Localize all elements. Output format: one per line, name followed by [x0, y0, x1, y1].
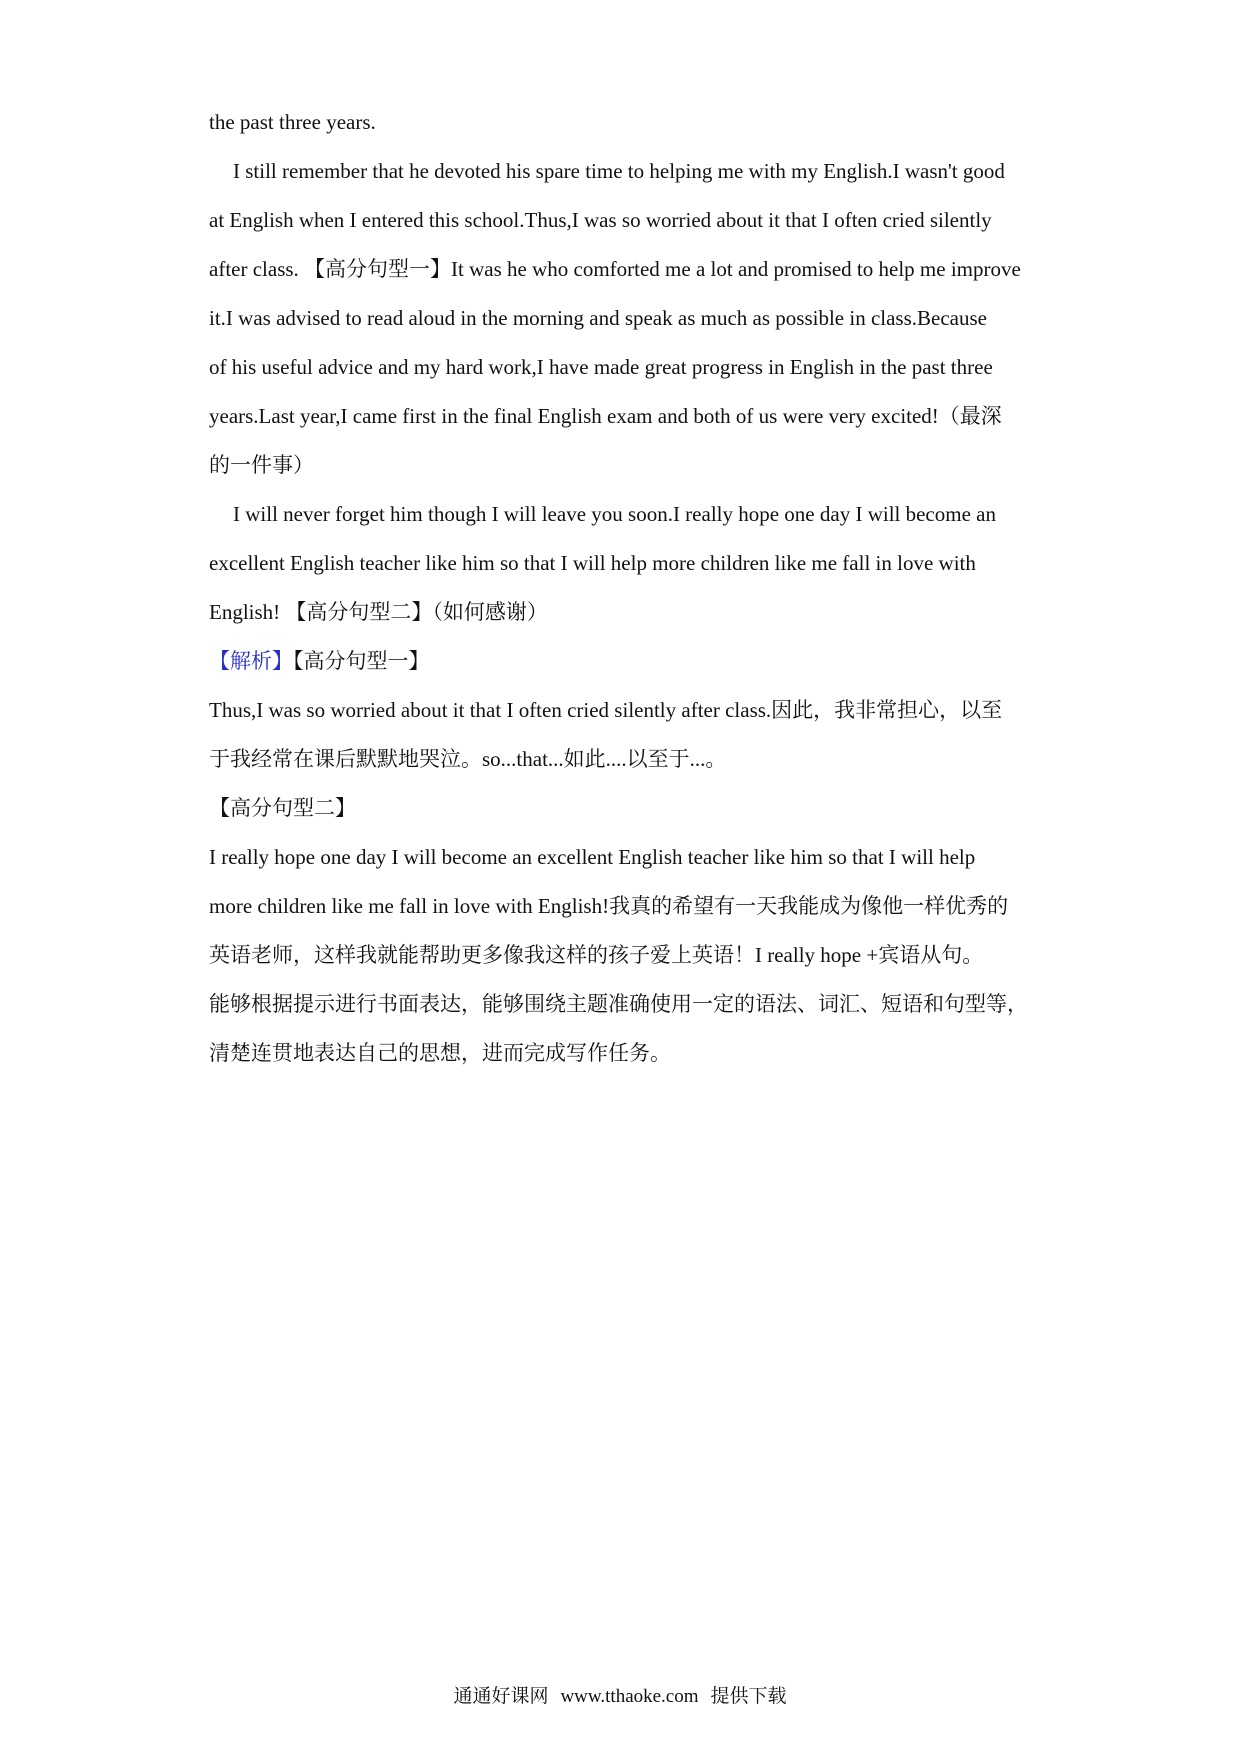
analysis-line: 于我经常在课后默默地哭泣。so...that...如此....以至于...。 — [209, 747, 727, 771]
analysis-line: more children like me fall in love with English!我真的希望有一天我能成为像他一样优秀的 — [209, 894, 1009, 918]
essay-line: 的一件事） — [209, 453, 314, 477]
essay-line: the past three years. — [209, 110, 376, 134]
analysis-label: 【解析】 — [209, 649, 293, 673]
analysis-line: Thus,I was so worried about it that I often cried silently after class.因此，我非常担心，以至 — [209, 698, 1003, 722]
analysis-heading-line — [209, 637, 1041, 686]
analysis-line: I really hope one day I will become an excellent English teacher like him so that I will help — [209, 845, 976, 869]
essay-line: I still remember that he devoted his spare time to helping me with my English.I wasn't good — [233, 159, 1005, 183]
page-footer — [0, 1682, 1240, 1712]
essay-line: excellent English teacher like him so that I will help more children like me fall in love with — [209, 551, 976, 575]
essay-line: English! 【高分句型二】（如何感谢） — [209, 600, 548, 624]
footer-url: www.tthaoke.com — [560, 1686, 699, 1707]
essay-line: I will never forget him though I will leave you soon.I really hope one day I will become an — [233, 502, 996, 526]
analysis-heading: 【高分句型一】 — [293, 649, 430, 673]
essay-line: at English when I entered this school.Thus,I was so worried about it that I often cried silently — [209, 208, 992, 232]
analysis-line: 英语老师，这样我就能帮助更多像我这样的孩子爱上英语！I really hope +宾语从句。 — [209, 943, 984, 967]
analysis-line: 能够根据提示进行书面表达，能够围绕主题准确使用一定的语法、词汇、短语和句型等， — [209, 992, 1028, 1016]
analysis-line: 【高分句型二】 — [209, 796, 356, 820]
essay-line: it.I was advised to read aloud in the morning and speak as much as possible in class.Because — [209, 306, 987, 330]
essay-line: years.Last year,I came first in the final English exam and both of us were very excited!（最深 — [209, 404, 1002, 428]
analysis-line: 清楚连贯地表达自己的思想，进而完成写作任务。 — [209, 1041, 671, 1065]
essay-line: after class. 【高分句型一】It was he who comforted me a lot and promised to help me improve — [209, 257, 1021, 281]
essay-line: of his useful advice and my hard work,I have made great progress in English in the past three — [209, 355, 993, 379]
footer-site-name: 通通好课网 — [453, 1686, 549, 1707]
document-body — [209, 98, 1041, 1078]
footer-note: 提供下载 — [710, 1686, 787, 1707]
